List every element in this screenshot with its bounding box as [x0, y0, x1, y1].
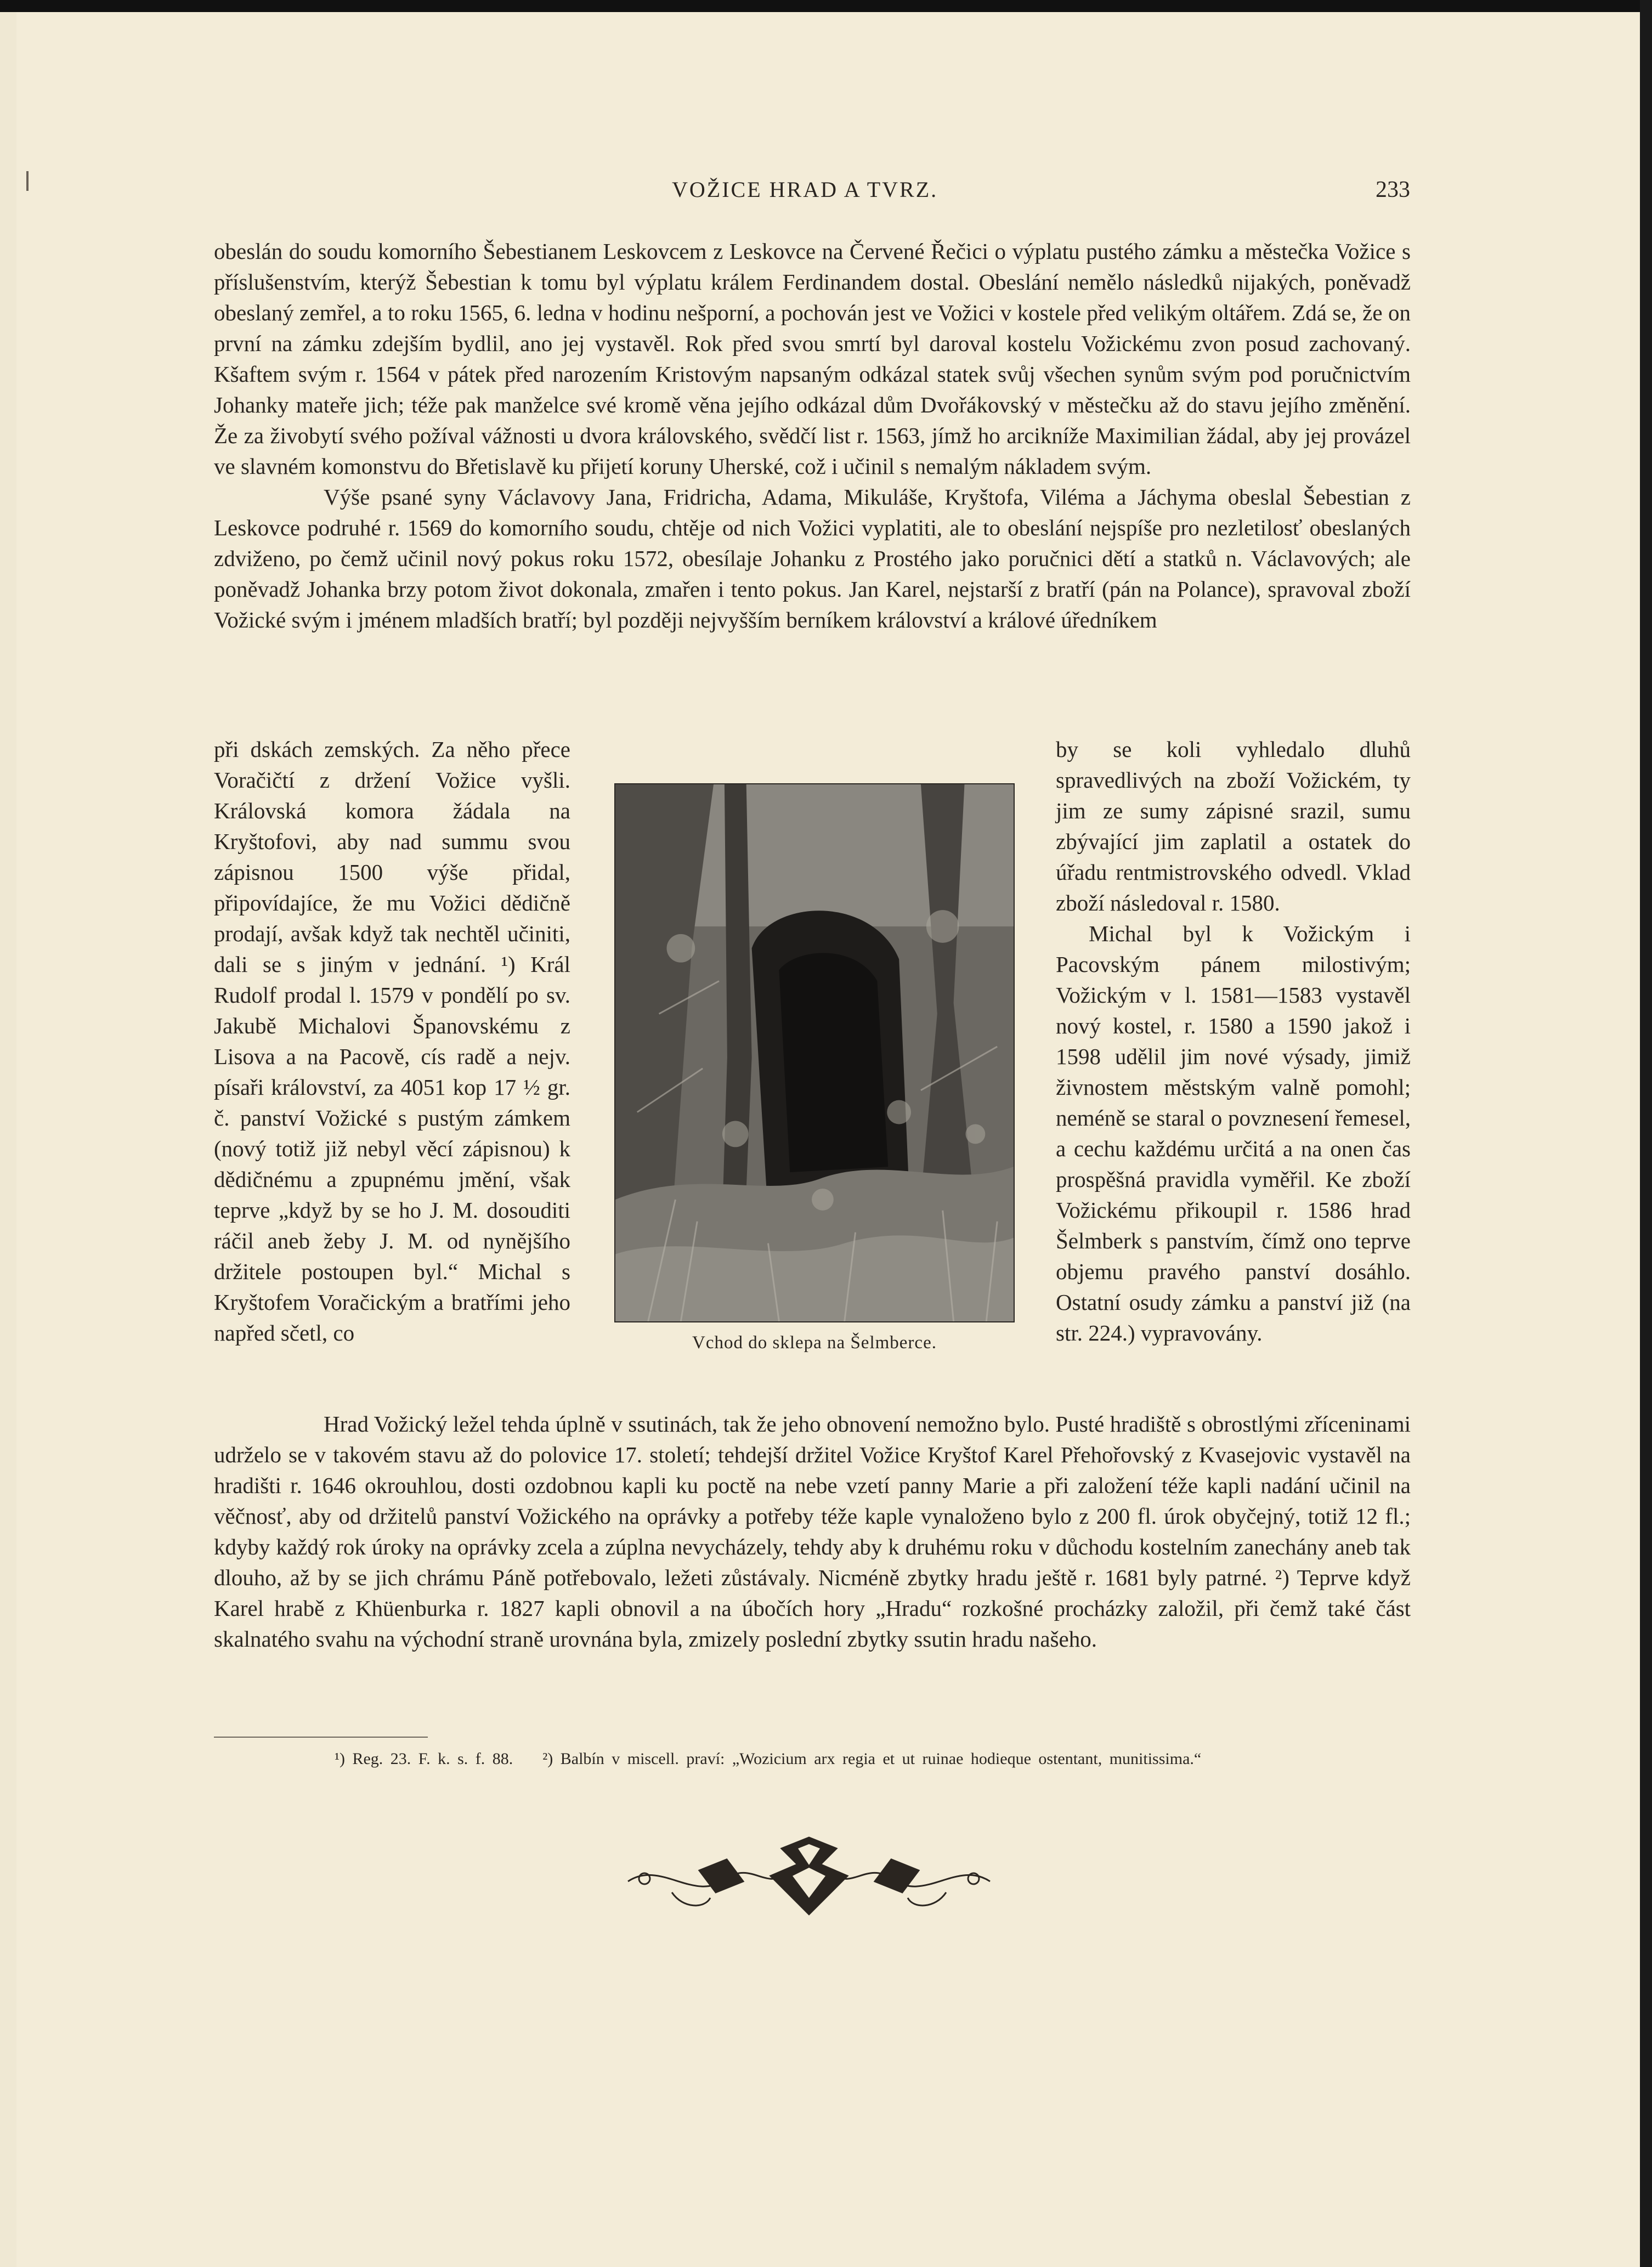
left-column-text	[214, 734, 570, 1348]
footnote-rule	[214, 1737, 428, 1738]
running-head: VOŽICE HRAD A TVRZ.	[672, 177, 938, 202]
paragraph-top-2: Výše psané syny Václavovy Jana, Fridricha, Adama, Mikuláše, Kryštofa, Viléma a Jáchyma obeslal Šebestian z Leskovce podruhé r. 1569 do komorního soudu, chtěje od nich Vožici vyplatiti, ale to obeslání nejspíše pro nezletilosť obeslaných zdviženo, po čemž učinil nový pokus roku 1572, obesílaje Johanku z Prostého jako poručnici dětí a statků n. Václavových; ale poněvadž Johanka brzy potom život dokonala, zmařen i tento pokus. Jan Karel, nejstarší z bratří (pán na Polance), spravoval zboží Vožické svým i jménem mladších bratří; byl později nejvyšším berníkem království a králové úředníkem	[214, 484, 1411, 632]
figure-caption: Vchod do sklepa na Šelmberce.	[692, 1333, 937, 1353]
right-column-paragraph-2: Michal byl k Vožickým i Pacovským pánem milostivým; Vožickým v l. 1581—1583 vystavěl nový kostel, r. 1580 a 1590 jakož i 1598 udělil jim nové výsady, jimiž živnostem městským valně pomohl; neméně se staral o povznesení řemesel, a cechu každému určitá a na onen čas prospěšná pravidla vyměřil. Ke zboží Vožickému přikoupil r. 1586 hrad Šelmberk s panstvím, čímž ono teprve objemu pravého panství dosáhlo. Ostatní osudy zámku a panství již (na str. 224.) vypravovány.	[1056, 921, 1411, 1345]
paragraph-bottom: Hrad Vožický ležel tehda úplně v ssutinách, tak že jeho obnovení nemožno bylo. Pusté hradiště s obrostlými zříceninami udrželo se v takovém stavu až do polovice 17. století; tehdejší držitel Vožice Kryštof Karel Přehořovský z Kvasejovic vystavěl na hradišti r. 1646 okrouhlou, dosti ozdobnou kapli ku poctě na nebe vzetí panny Marie a při založení téže kapli nadání učinil na věčnosť, aby od držitelů panství Vožického na oprávky a potřeby téže kaple vynaloženo bylo z 200 fl. úrok obyčejný, totiž 12 fl.; kdyby každý rok úroky na oprávky zcela a zúplna nevycházely, tehdy aby k druhému roku v důchodu kostelním zanechány aneb tak dlouho, až by se jich chrámu Páně potřebovalo, ležeti zůstávaly. Nicméně zbytky hradu ještě r. 1681 byly patrné. ²) Teprve když Karel hrabě z Khüenburka r. 1827 kapli obnovil a na úbočích hory „Hradu“ rozkošné procházky založil, při čemž také část skalnatého svahu na východní straně urovnána byla, zmizely poslední zbytky ssutin hradu našeho.	[214, 1411, 1411, 1652]
page-number: 233	[1376, 177, 1410, 202]
scan-right-border	[1640, 0, 1652, 2267]
right-column-paragraph-1: by se koli vyhledalo dluhů spravedlivých na zboží Vožickém, ty jim ze sumy zápisné srazil, sumu zbývající jim zaplatil a ostatek do úřadu rentmistrovského odvedl. Vklad zboží následoval r. 1580.	[1056, 737, 1411, 915]
illustration-cellar-entrance	[614, 783, 1015, 1322]
upper-text-block	[214, 236, 1411, 635]
paragraph-top-1: obeslán do soudu komorního Šebestianem Leskovcem z Leskovce na Červené Řečici o výplatu pustého zámku a městečka Vožice s příslušenstvím, kterýž Šebestian k tomu byl výplatu králem Ferdinandem dostal. Obeslání nemělo následků nijakých, poněvadž obeslaný zemřel, a to roku 1565, 6. ledna v hodinu nešporní, a pochován jest ve Vožici v kostele před velikým oltářem. Zdá se, že on první na zámku zdejším bydlil, ano jej vystavěl. Rok před svou smrtí byl daroval kostelu Vožickému zvon posud zachovaný. Kšaftem svým r. 1564 v pátek před narozením Kristovým napsaným odkázal statek svůj všechen synům svým pod poručnictvím Johanky mateře jich; téže pak manželce své kromě věna jejího odkázal dům Dvořákovský v městečku až do stavu jejího změnění. Že za živobytí svého požíval vážnosti u dvora královského, svědčí list r. 1563, jímž ho arcikníže Maximilian žádal, aby jej provázel ve slavném komonstvu do Břetislavě ku přijetí koruny Uherské, což i učinil s nemalým nákladem svým.	[214, 239, 1411, 479]
engraving-image	[615, 784, 1014, 1321]
binding-mark	[26, 171, 29, 191]
footnote-1-mark: ¹)	[335, 1750, 345, 1768]
footnotes	[335, 1750, 1421, 1768]
lower-text-block	[214, 1409, 1411, 1654]
footnote-2-mark: ²)	[542, 1750, 553, 1768]
scan-top-border	[0, 0, 1652, 12]
left-column-paragraph: při dskách zemských. Za něho přece Voračičtí z držení Vožice vyšli. Královská komora žádala na Kryštofovi, aby nad summu svou zápisnou 1500 výše přidal, připovídajíce, že mu Vožici dědičně prodají, avšak když tak nechtěl učiniti, dali se s jiným v jednání. ¹) Král Rudolf prodal l. 1579 v pondělí po sv. Jakubě Michalovi Španovskému z Lisova a na Pacově, cís radě a nejv. písaři království, za 4051 kop 17 ½ gr. č. panství Vožické s pustým zámkem (nový totiž již nebyl věcí zápisnou) k dědičnému a zpupnému jmění, však teprve „když by se ho J. M. dosouditi ráčil aneb žeby J. M. od nynějšího držitele postoupen byl.“ Michal s Kryštofem Voračickým a bratřími jeho napřed sčetl, co	[214, 737, 570, 1345]
footnote-2-text: Balbín v miscell. praví: „Wozicium arx regia et ut ruinae hodieque ostentant, munitissima.“	[560, 1750, 1202, 1768]
right-column-text	[1056, 734, 1411, 1348]
floral-ornament-icon	[617, 1827, 1001, 1925]
footnote-1-text: Reg. 23. F. k. s. f. 88.	[352, 1750, 513, 1768]
